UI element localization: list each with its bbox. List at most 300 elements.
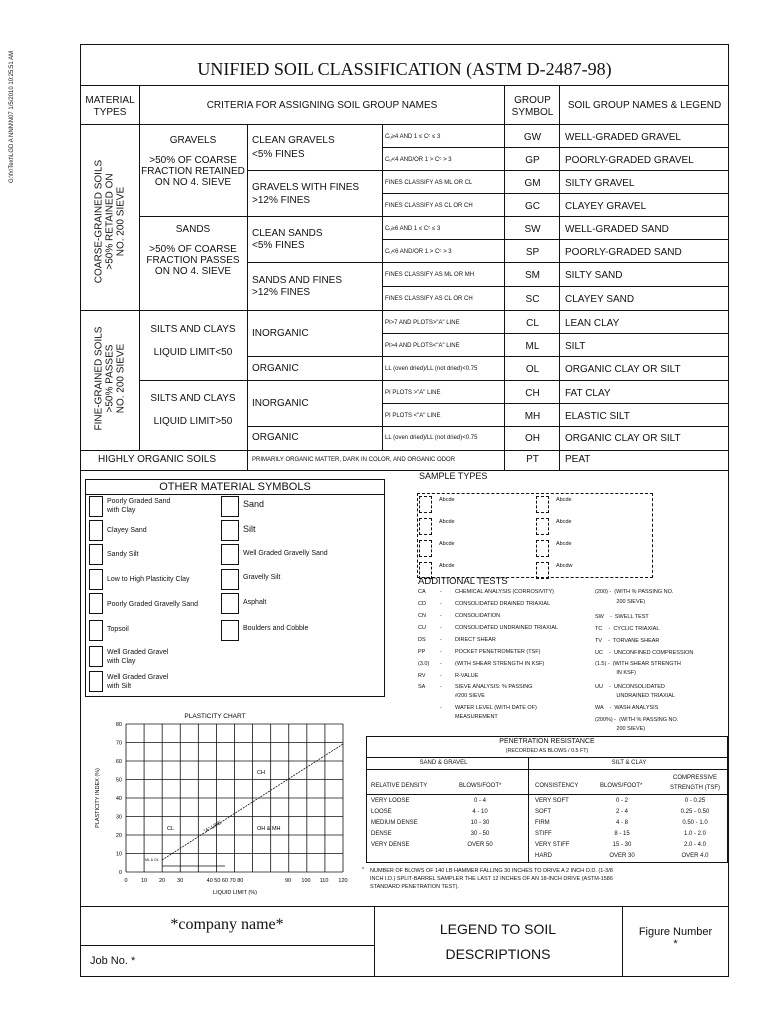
silts-high-line2: LIQUID LIMIT>50 (153, 416, 233, 427)
soil-name-cell: SILTY GRAVEL (565, 177, 635, 189)
test-code: CA (418, 589, 426, 595)
symbol-swatch-left (89, 569, 103, 590)
pen-col-blows1: BLOWS/FOOT* (459, 783, 502, 789)
chart-xlabel: LIQUID LIMIT (%) (213, 890, 257, 896)
footer-job-line (80, 945, 374, 946)
chart-xtick: 120 (338, 878, 348, 884)
test-right-line: IN KSF) (595, 670, 636, 676)
symbol-label-line: Topsoil (107, 626, 129, 633)
test-code: CN (418, 613, 426, 619)
row-line (247, 356, 729, 357)
header-criteria: CRITERIA FOR ASSIGNING SOIL GROUP NAMES (206, 100, 438, 111)
chart-ytick: 60 (115, 759, 122, 765)
chart-xtick: 0 (124, 878, 128, 884)
highly-organic-label: HIGHLY ORGANIC SOILS (98, 454, 216, 465)
test-dash: - (440, 661, 442, 667)
soil-name-cell: CLAYEY GRAVEL (565, 200, 647, 212)
silts-clays-low (139, 318, 247, 364)
silts-low-line2: LIQUID LIMIT<50 (153, 347, 233, 358)
group-symbol-cell: GC (525, 200, 540, 212)
test-code: RV (418, 673, 426, 679)
row-line (80, 450, 729, 451)
group-symbol-cell: SP (525, 246, 540, 258)
row-line (382, 286, 729, 287)
criteria-cell: FINES CLASSIFY AS CL OR CH (385, 296, 473, 302)
symbol-label-left (107, 497, 170, 515)
silts-clays-high (139, 387, 247, 433)
sands-line4: ON NO 4. SIEVE (154, 266, 232, 277)
criteria-cell: FINES CLASSIFY AS ML OR MH (385, 272, 475, 278)
sample-symbol (419, 496, 432, 513)
symbol-swatch-right (221, 496, 239, 517)
pen-col-blows2: BLOWS/FOOT* (600, 783, 643, 789)
coarse-side-line1: COARSE-GRAINED SOILS (93, 159, 105, 284)
pen-footnote-2: INCH I.D.) SPLIT-BARREL SAMPLER THE LAST 12 INCHES OF AN 18-INCH DRIVE (ASTM-1586 (370, 876, 613, 882)
criteria-cell: Cᵤ<4 AND/OR 1 > Cᶜ > 3 (385, 156, 452, 163)
chart-ytick: 70 (115, 740, 122, 747)
group-symbol-cell: ML (525, 340, 540, 352)
header-group-line2: SYMBOL (511, 107, 554, 118)
pen-blows2: 2 - 4 (615, 809, 628, 815)
pen-blows2: 15 - 30 (612, 842, 632, 848)
clean-sands-line1: CLEAN SANDS (252, 228, 323, 239)
test-code: (3.0) (418, 661, 430, 667)
header-group-symbol (505, 95, 560, 119)
symbol-swatch-right (221, 620, 239, 641)
fine-side-label (94, 299, 127, 459)
gravels-line3: FRACTION RETAINED (141, 166, 245, 177)
row-line (247, 262, 729, 263)
chart-zone-cl: CL (167, 826, 175, 832)
sample-label: Abcde (439, 497, 455, 503)
pen-strength: 1.0 - 2.0 (683, 831, 706, 837)
sands-fines-line1: SANDS AND FINES (252, 275, 343, 286)
criteria-cell: PI PLOTS <"A" LINE (385, 412, 441, 419)
sands-block (139, 224, 247, 277)
inorganic-low: INORGANIC (252, 328, 309, 339)
row-line (80, 470, 729, 471)
soil-name-cell: POORLY-GRADED SAND (565, 246, 682, 258)
soil-name-cell: WELL-GRADED SAND (565, 223, 669, 235)
group-symbol-cell: GW (523, 131, 542, 143)
sample-symbol (536, 540, 549, 557)
pen-strength: 0 - 0.25 (684, 798, 706, 804)
symbol-label-line: Poorly Graded Gravelly Sand (107, 601, 199, 608)
symbol-label-line: Sandy Silt (107, 551, 139, 558)
sample-label: Abcde (439, 519, 455, 525)
test-right-line: UNDRAINED TRIAXIAL (595, 693, 675, 699)
pen-strength: OVER 4.0 (681, 853, 709, 859)
row-line (382, 193, 729, 194)
clean-gravels-line2: <5% FINES (252, 149, 305, 160)
symbol-swatch-left (89, 593, 103, 614)
pen-density: LOOSE (371, 809, 392, 815)
margin-file-path: G:\fx\Text\LGD A NNN\N07 1/5/2010 10:25:51 AM (9, 50, 15, 183)
job-number: Job No. * (90, 955, 136, 967)
test-right-line: UU - UNCONSOLIDATED (595, 684, 665, 690)
pen-blows: 30 - 50 (470, 831, 490, 837)
silts-high-line1: SILTS AND CLAYS (150, 393, 236, 404)
header-group-line1: GROUP (514, 95, 551, 106)
chart-ytick: 0 (118, 870, 122, 876)
group-symbol-cell: SC (525, 294, 540, 305)
symbol-label-line: with Clay (107, 507, 136, 514)
sands-and-fines (252, 275, 342, 299)
criteria-cell: PI>4 AND PLOTS<"A" LINE (385, 342, 460, 349)
highly-organic-symbol: PT (526, 454, 539, 465)
sands-line2: >50% OF COARSE (149, 244, 237, 255)
test-right-line: TC - CYCLIC TRIAXIAL (595, 626, 660, 632)
chart-ytick: 50 (115, 777, 122, 784)
header-names-legend: SOIL GROUP NAMES & LEGEND (567, 100, 722, 111)
test-desc: MEASUREMENT (455, 714, 498, 720)
chart-xtick: 90 (284, 878, 292, 884)
pen-footnote-star: * (362, 867, 365, 873)
pen-line1 (366, 757, 728, 758)
test-dash: - (440, 637, 442, 643)
coarse-side-line2: >50% RETAINED ON (104, 173, 116, 270)
penetration-subtitle: (RECORDED AS BLOWS / 0.5 FT) (505, 748, 589, 754)
plasticity-chart (85, 708, 348, 896)
chart-a-line-label: "A" LINE (203, 819, 223, 835)
test-dash: - (440, 705, 442, 711)
clean-sands-line2: <5% FINES (252, 240, 305, 251)
pen-strength: 0.50 - 1.0 (682, 820, 708, 826)
sample-symbol (536, 518, 549, 535)
symbol-swatch-left (89, 620, 103, 641)
soil-name-cell: ORGANIC CLAY OR SILT (565, 364, 681, 375)
test-right-line: 200 SIEVE) (595, 726, 646, 732)
test-dash: - (440, 649, 442, 655)
other-symbols-title-line (85, 494, 385, 495)
pen-col-consistency: CONSISTENCY (535, 783, 579, 789)
soil-name-cell: LEAN CLAY (565, 317, 620, 329)
sample-symbol (419, 518, 432, 535)
fine-side-line1: FINE-GRAINED SOILS (93, 326, 105, 431)
fine-side-line3: NO. 200 SIEVE (115, 343, 127, 414)
symbol-label-left (107, 673, 168, 691)
group-symbol-cell: CL (526, 317, 539, 329)
symbol-label-right: Gravelly Silt (243, 574, 281, 581)
sample-symbol (419, 540, 432, 557)
soil-name-cell: POORLY-GRADED GRAVEL (565, 154, 694, 166)
test-dash: - (440, 601, 442, 607)
title-divider (80, 85, 729, 86)
col-line-ho (247, 450, 248, 470)
soil-name-cell: FAT CLAY (565, 387, 611, 399)
col-line-subgroup (247, 124, 248, 450)
footer-line (80, 906, 729, 907)
symbol-label-right: Sand (243, 499, 265, 509)
organic-low: ORGANIC (252, 363, 299, 374)
chart-ytick: 10 (115, 851, 122, 858)
soil-name-cell: SILTY SAND (565, 270, 623, 281)
test-desc: #200 SIEVE (455, 693, 485, 699)
symbol-swatch-right (221, 544, 239, 565)
test-code: PP (418, 649, 426, 655)
chart-zone-ml-ol: ML & OL (145, 858, 159, 862)
header-material-line1: MATERIAL (85, 95, 135, 106)
row-line (139, 380, 729, 381)
pen-blows2: 8 - 15 (614, 831, 630, 837)
pen-density: MEDIUM DENSE (371, 820, 418, 826)
symbol-label-line: with Clay (107, 658, 136, 665)
pen-strength: 0.25 - 0.50 (680, 809, 710, 815)
symbol-label-left (107, 600, 198, 609)
symbol-swatch-right (221, 569, 239, 590)
test-desc: CONSOLIDATED DRAINED TRIAXIAL (455, 601, 551, 607)
legend-title-2: DESCRIPTIONS (445, 946, 551, 962)
group-symbol-cell: GP (525, 154, 540, 166)
row-line (382, 403, 729, 404)
soil-name-cell: ORGANIC CLAY OR SILT (565, 433, 681, 444)
highly-organic-criteria: PRIMARILY ORGANIC MATTER, DARK IN COLOR, AND ORGANIC ODOR (252, 457, 456, 463)
symbol-label-line: with Silt (107, 683, 132, 690)
pen-footnote-3: STANDARD PENETRATION TEST). (370, 884, 459, 890)
test-desc: R-VALUE (455, 673, 479, 679)
sample-label: Abcdw (556, 563, 573, 569)
criteria-cell: LL (oven dried)/LL (not dried)<0.75 (385, 366, 478, 372)
test-dash: - (440, 625, 442, 631)
test-code: CD (418, 601, 426, 607)
row-line (382, 147, 729, 148)
pen-blows: 4 - 10 (472, 809, 488, 815)
pen-col-compressive (660, 773, 730, 793)
group-symbol-cell: OH (525, 433, 540, 444)
gravels-fines-line2: >12% FINES (252, 195, 311, 206)
gravels-with-fines (252, 181, 359, 207)
test-right-line: TV - TORVANE SHEAR (595, 638, 660, 644)
criteria-cell: PI>7 AND PLOTS>"A" LINE (385, 319, 460, 326)
group-symbol-cell: MH (524, 410, 541, 422)
other-symbols-title: OTHER MATERIAL SYMBOLS (159, 481, 311, 493)
symbol-label-left (107, 625, 129, 634)
symbol-swatch-left (89, 646, 103, 667)
silts-low-line1: SILTS AND CLAYS (150, 324, 236, 335)
highly-organic-name: PEAT (565, 454, 591, 465)
soil-name-cell: ELASTIC SILT (565, 410, 630, 422)
test-right-line: (1.5) - (WITH SHEAR STRENGTH (595, 661, 681, 667)
symbol-label-line: Well Graded Gravel (107, 649, 169, 656)
col-line-criteria (382, 124, 383, 450)
criteria-cell: Cᵤ<6 AND/OR 1 > Cᶜ > 3 (385, 248, 452, 255)
pen-blows: OVER 50 (467, 842, 493, 848)
symbol-label-right: Silt (243, 524, 256, 534)
symbol-label-line: Poorly Graded Sand (107, 498, 171, 505)
pen-col-compressive-1: COMPRESSIVE (672, 775, 717, 781)
test-dash: - (440, 613, 442, 619)
test-right-line: WA - WASH ANALYSIS (595, 705, 659, 711)
pen-line3 (366, 794, 728, 795)
soil-name-cell: SILT (565, 340, 586, 352)
criteria-cell: Cᵤ≥4 AND 1 ≤ Cᶜ ≤ 3 (385, 133, 441, 140)
coarse-side-line3: NO. 200 SIEVE (115, 186, 127, 257)
pen-consistency: HARD (535, 853, 553, 859)
pen-blows2: 4 - 8 (615, 820, 628, 826)
row-line (139, 216, 729, 217)
row-line (247, 426, 729, 427)
additional-tests-title: ADDITIONAL TESTS (418, 576, 508, 587)
chart-xtick: 10 (140, 878, 148, 884)
symbol-label-left (107, 550, 139, 559)
gravels-line2: >50% OF COARSE (149, 155, 237, 166)
group-symbol-cell: CH (525, 387, 540, 399)
sample-types-title: SAMPLE TYPES (419, 471, 488, 481)
symbol-label-line: Well Graded Gravel (107, 674, 169, 681)
criteria-cell: FINES CLASSIFY AS CL OR CH (385, 202, 473, 209)
group-symbol-cell: SM (525, 270, 540, 281)
test-code: CU (418, 625, 426, 631)
test-desc: (WITH SHEAR STRENGTH IN KSF) (455, 661, 545, 667)
chart-xtick: 30 (176, 878, 184, 884)
symbol-swatch-left (89, 520, 103, 541)
page-title: UNIFIED SOIL CLASSIFICATION (ASTM D-2487-98) (197, 59, 612, 79)
test-right-line: UC - UNCONFINED COMPRESSION (595, 650, 694, 656)
criteria-cell: PI PLOTS >"A" LINE (385, 389, 441, 396)
pen-consistency: STIFF (535, 831, 552, 837)
pen-consistency: SOFT (535, 809, 551, 815)
criteria-cell: Cᵤ≥6 AND 1 ≤ Cᶜ ≤ 3 (385, 225, 441, 232)
clean-gravels (252, 134, 335, 162)
pen-mid-line (528, 757, 529, 863)
symbol-label-line: Low to High Plasticity Clay (107, 576, 190, 583)
chart-xtick: 100 (301, 878, 311, 884)
company-name: *company name* (170, 916, 284, 933)
chart-ylabel: PLASTICITY INDEX (%) (95, 768, 101, 828)
test-right-line: (200) - (WITH % PASSING NO. (595, 589, 674, 595)
clean-gravels-line1: CLEAN GRAVELS (252, 135, 335, 146)
chart-ytick: 80 (115, 722, 122, 728)
pen-silt-clay: SILT & CLAY (611, 760, 647, 766)
criteria-cell: LL (oven dried)/LL (not dried)<0.75 (385, 435, 478, 441)
chart-ytick: 20 (115, 833, 122, 839)
legend-title (374, 917, 622, 967)
test-desc: WATER LEVEL (WITH DATE OF) (455, 705, 537, 711)
test-right-line: (200%) - (WITH % PASSING NO. (595, 717, 679, 723)
test-desc: POCKET PENETROMETER (TSF) (455, 649, 541, 655)
pen-footnote (370, 867, 613, 891)
sample-label: Abcde (439, 563, 455, 569)
sample-label: Abcde (556, 497, 572, 503)
sands-line3: FRACTION PASSES (146, 255, 240, 266)
sands-label: SANDS (175, 224, 211, 235)
symbol-swatch-right (221, 593, 239, 614)
symbol-label-left (107, 575, 189, 584)
pen-density: DENSE (371, 831, 392, 837)
header-material-types (81, 95, 139, 119)
soil-name-cell: CLAYEY SAND (565, 294, 635, 305)
pen-consistency: VERY STIFF (535, 842, 570, 848)
test-desc: CONSOLIDATION (455, 613, 501, 619)
symbol-label-right: Asphalt (243, 599, 267, 606)
sands-fines-line2: >12% FINES (252, 287, 311, 298)
gravels-fines-line1: GRAVELS WITH FINES (252, 182, 360, 193)
legend-title-1: LEGEND TO SOIL (439, 921, 557, 937)
pen-density: VERY DENSE (371, 842, 410, 848)
coarse-side-label (94, 142, 127, 302)
pen-blows: 0 - 4 (473, 798, 486, 804)
test-code: SA (418, 684, 426, 690)
pen-col-compressive-2: STRENGTH (TSF) (670, 785, 720, 791)
test-right-line: SW - SWELL TEST (595, 614, 649, 620)
header-divider (80, 124, 729, 125)
sample-label: Abcde (556, 519, 572, 525)
sample-label: Abcde (439, 541, 455, 547)
symbol-swatch-right (221, 520, 239, 541)
test-dash: - (440, 673, 442, 679)
gravels-line4: ON NO 4. SIEVE (154, 177, 232, 188)
chart-xtick: 110 (319, 878, 329, 884)
pen-strength: 2.0 - 4.0 (683, 842, 706, 848)
figure-number-label: Figure Number (638, 926, 713, 938)
inorganic-high: INORGANIC (252, 398, 309, 409)
chart-xtick: 20 (158, 878, 166, 884)
test-desc: CHEMICAL ANALYSIS (CORROSIVITY) (455, 589, 555, 595)
pen-blows2: OVER 30 (609, 853, 635, 859)
gravels-label: GRAVELS (169, 135, 217, 146)
row-line (247, 170, 729, 171)
group-symbol-cell: GM (524, 177, 541, 189)
chart-ytick: 40 (115, 796, 122, 802)
test-desc: SIEVE ANALYSIS: % PASSING (455, 684, 533, 690)
pen-consistency: VERY SOFT (535, 798, 569, 804)
symbol-label-right: Boulders and Cobble (243, 625, 309, 632)
sample-symbol (536, 496, 549, 513)
figure-number-value: * (673, 938, 678, 950)
test-desc: CONSOLIDATED UNDRAINED TRIAXIAL (455, 625, 559, 631)
sample-label: Abcde (556, 541, 572, 547)
clean-sands (252, 228, 323, 252)
pen-footnote-1: NUMBER OF BLOWS OF 140 LB HAMMER FALLING 30 INCHES TO DRIVE A 2 INCH O.D. (1-3/8 (370, 868, 613, 874)
pen-density: VERY LOOSE (371, 798, 410, 804)
symbol-swatch-left (89, 671, 103, 692)
penetration-title: PENETRATION RESISTANCE (499, 738, 595, 745)
symbol-label-left (107, 526, 147, 535)
row-line (382, 239, 729, 240)
pen-blows2: 0 - 2 (615, 798, 628, 804)
chart-zone-oh-mh: OH & MH (257, 826, 281, 832)
sample-symbol (536, 562, 549, 579)
header-material-line2: TYPES (93, 107, 127, 118)
symbol-swatch-left (89, 544, 103, 565)
test-code: DS (418, 637, 426, 643)
symbol-label-right: Well Graded Gravelly Sand (243, 550, 328, 557)
test-desc: DIRECT SHEAR (455, 637, 496, 643)
row-line (80, 310, 729, 311)
test-dash: - (440, 684, 442, 690)
test-right-line: 200 SIEVE) (595, 599, 646, 605)
gravels-block (139, 135, 247, 188)
symbol-label-left (107, 648, 168, 666)
chart-ytick: 30 (115, 814, 122, 821)
pen-consistency: FIRM (535, 820, 550, 826)
symbol-label-line: Clayey Sand (107, 527, 147, 534)
criteria-cell: FINES CLASSIFY AS ML OR CL (385, 179, 473, 186)
group-symbol-cell: SW (524, 223, 541, 235)
row-line (382, 333, 729, 334)
group-symbol-cell: OL (525, 364, 540, 375)
chart-title: PLASTICITY CHART (184, 713, 246, 720)
pen-col-relative-density: RELATIVE DENSITY (371, 783, 428, 789)
pen-sand-gravel: SAND & GRAVEL (419, 760, 468, 766)
pen-blows: 10 - 30 (470, 820, 490, 826)
pen-line2 (366, 769, 728, 770)
figure-number (622, 926, 729, 950)
symbol-swatch-left (89, 496, 103, 517)
chart-zone-ch: CH (257, 770, 265, 776)
fine-side-line2: >50% PASSES (104, 344, 116, 413)
test-dash: - (440, 589, 442, 595)
